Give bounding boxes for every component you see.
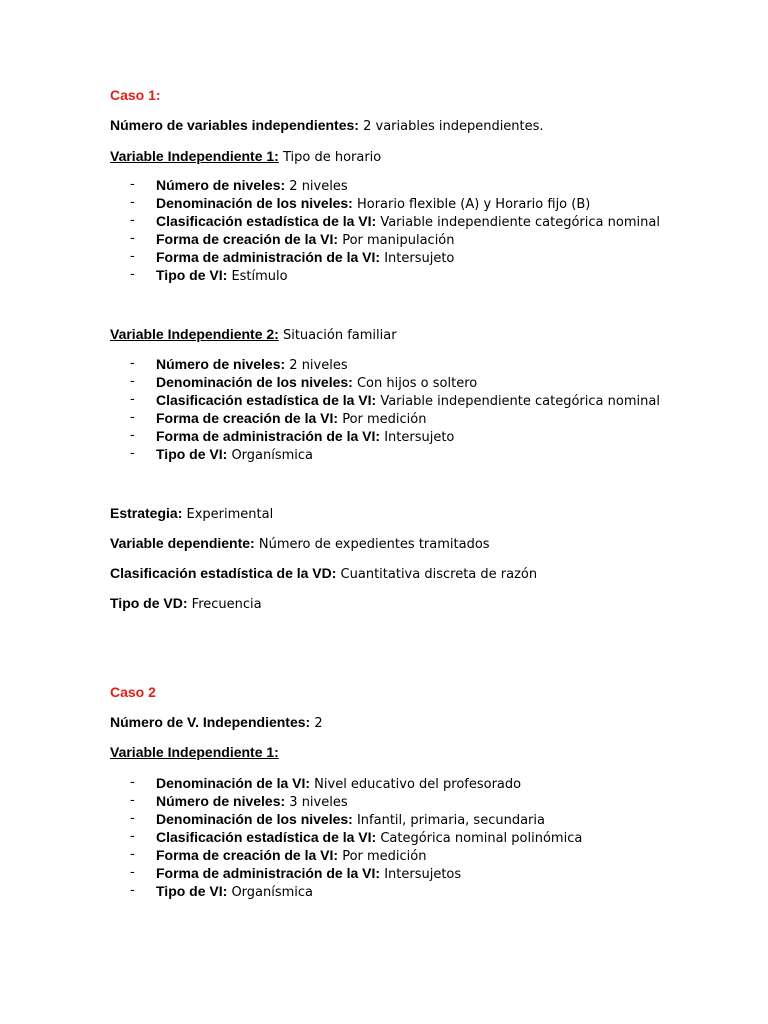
item-value: Por medición: [338, 849, 427, 864]
item-value: Nivel educativo del profesorado: [310, 777, 522, 792]
list-item: [130, 195, 660, 213]
caso1-num-vars: [110, 117, 544, 135]
item-label: Forma de administración de la VI:: [156, 865, 381, 881]
bullet-dash: -: [130, 267, 135, 282]
item-value: Infantil, primaria, secundaria: [352, 813, 545, 828]
item-label: Denominación de los niveles:: [156, 811, 353, 827]
bullet-dash: -: [130, 446, 135, 461]
bullet-dash: -: [130, 811, 135, 826]
list-item: [130, 267, 660, 285]
item-label: Tipo de VI:: [156, 883, 228, 899]
list-item: [130, 374, 660, 392]
bullet-dash: -: [130, 177, 135, 192]
bullet-dash: -: [130, 374, 135, 389]
vd-value: Número de expedientes tramitados: [254, 537, 490, 552]
item-value: Horario flexible (A) y Horario fijo (B): [352, 197, 591, 212]
caso1-vi1-label: Variable Independiente 1:: [110, 148, 279, 164]
list-item: [130, 865, 582, 883]
item-value: Por manipulación: [338, 233, 455, 248]
bullet-dash: -: [130, 356, 135, 371]
clasif-vd-label: Clasificación estadística de la VD:: [110, 565, 337, 581]
item-label: Forma de administración de la VI:: [156, 249, 381, 265]
bullet-dash: -: [130, 428, 135, 443]
list-item: [130, 847, 582, 865]
caso1-num-vars-value: 2 variables independientes.: [358, 119, 544, 134]
bullet-dash: -: [130, 213, 135, 228]
item-label: Tipo de VI:: [156, 446, 228, 462]
bullet-dash: -: [130, 195, 135, 210]
item-label: Número de niveles:: [156, 177, 286, 193]
caso1-vi2-label: Variable Independiente 2:: [110, 326, 279, 342]
item-value: 3 niveles: [285, 795, 348, 810]
bullet-dash: -: [130, 883, 135, 898]
caso2-num-vars-value: 2: [310, 716, 323, 731]
caso1-num-vars-label: Número de variables independientes:: [110, 117, 359, 133]
caso2-title: Caso 2: [110, 684, 156, 700]
caso1-vi2-list: [130, 356, 660, 464]
tipo-vd-value: Frecuencia: [187, 597, 262, 612]
list-item: [130, 392, 660, 410]
list-item: [130, 249, 660, 267]
list-item: [130, 883, 582, 901]
caso2-num-vars-label: Número de V. Independientes:: [110, 714, 311, 730]
list-item: [130, 775, 582, 793]
caso1-vi2-value: Situación familiar: [278, 328, 397, 343]
caso2-vi1-list: [130, 775, 582, 901]
item-label: Número de niveles:: [156, 793, 286, 809]
bullet-dash: -: [130, 249, 135, 264]
list-item: [130, 811, 582, 829]
item-value: Intersujeto: [380, 251, 455, 266]
item-value: Variable independiente categórica nominal: [376, 394, 660, 409]
tipo-vd-label: Tipo de VD:: [110, 595, 188, 611]
caso1-vi1-heading: [110, 148, 381, 166]
caso1-clasif-vd: [110, 565, 537, 583]
item-label: Denominación de los niveles:: [156, 374, 353, 390]
bullet-dash: -: [130, 410, 135, 425]
clasif-vd-value: Cuantitativa discreta de razón: [336, 567, 538, 582]
list-item: [130, 793, 582, 811]
bullet-dash: -: [130, 392, 135, 407]
caso1-vi1-list: [130, 177, 660, 285]
item-value: Categórica nominal polinómica: [376, 831, 583, 846]
caso1-tipo-vd: [110, 595, 262, 613]
bullet-dash: -: [130, 231, 135, 246]
caso2-vi1-heading: [110, 744, 279, 762]
item-label: Denominación de los niveles:: [156, 195, 353, 211]
item-label: Clasificación estadística de la VI:: [156, 829, 377, 845]
item-value: Organísmica: [227, 885, 314, 900]
item-value: Intersujeto: [380, 430, 455, 445]
item-value: Con hijos o soltero: [352, 376, 478, 391]
caso1-vd: [110, 535, 490, 553]
item-label: Denominación de la VI:: [156, 775, 311, 791]
item-value: Intersujetos: [380, 867, 462, 882]
list-item: [130, 829, 582, 847]
list-item: [130, 213, 660, 231]
caso2-num-vars: [110, 714, 323, 732]
item-value: Organísmica: [227, 448, 314, 463]
caso1-vi2-heading: [110, 326, 397, 344]
item-value: 2 niveles: [285, 358, 348, 373]
caso2-vi1-label: Variable Independiente 1:: [110, 744, 279, 760]
caso1-vi1-value: Tipo de horario: [278, 150, 382, 165]
item-label: Forma de creación de la VI:: [156, 847, 339, 863]
caso1-estrategia: [110, 505, 273, 523]
item-value: Variable independiente categórica nominal: [376, 215, 660, 230]
item-label: Clasificación estadística de la VI:: [156, 213, 377, 229]
estrategia-label: Estrategia:: [110, 505, 183, 521]
item-value: Estímulo: [227, 269, 288, 284]
bullet-dash: -: [130, 847, 135, 862]
bullet-dash: -: [130, 793, 135, 808]
item-label: Forma de creación de la VI:: [156, 410, 339, 426]
item-value: Por medición: [338, 412, 427, 427]
vd-label: Variable dependiente:: [110, 535, 255, 551]
list-item: [130, 177, 660, 195]
item-label: Forma de administración de la VI:: [156, 428, 381, 444]
item-label: Forma de creación de la VI:: [156, 231, 339, 247]
bullet-dash: -: [130, 829, 135, 844]
item-value: 2 niveles: [285, 179, 348, 194]
estrategia-value: Experimental: [182, 507, 274, 522]
list-item: [130, 410, 660, 428]
bullet-dash: -: [130, 775, 135, 790]
caso1-title: Caso 1:: [110, 87, 161, 103]
list-item: [130, 231, 660, 249]
list-item: [130, 428, 660, 446]
item-label: Número de niveles:: [156, 356, 286, 372]
list-item: [130, 446, 660, 464]
list-item: [130, 356, 660, 374]
item-label: Clasificación estadística de la VI:: [156, 392, 377, 408]
bullet-dash: -: [130, 865, 135, 880]
item-label: Tipo de VI:: [156, 267, 228, 283]
